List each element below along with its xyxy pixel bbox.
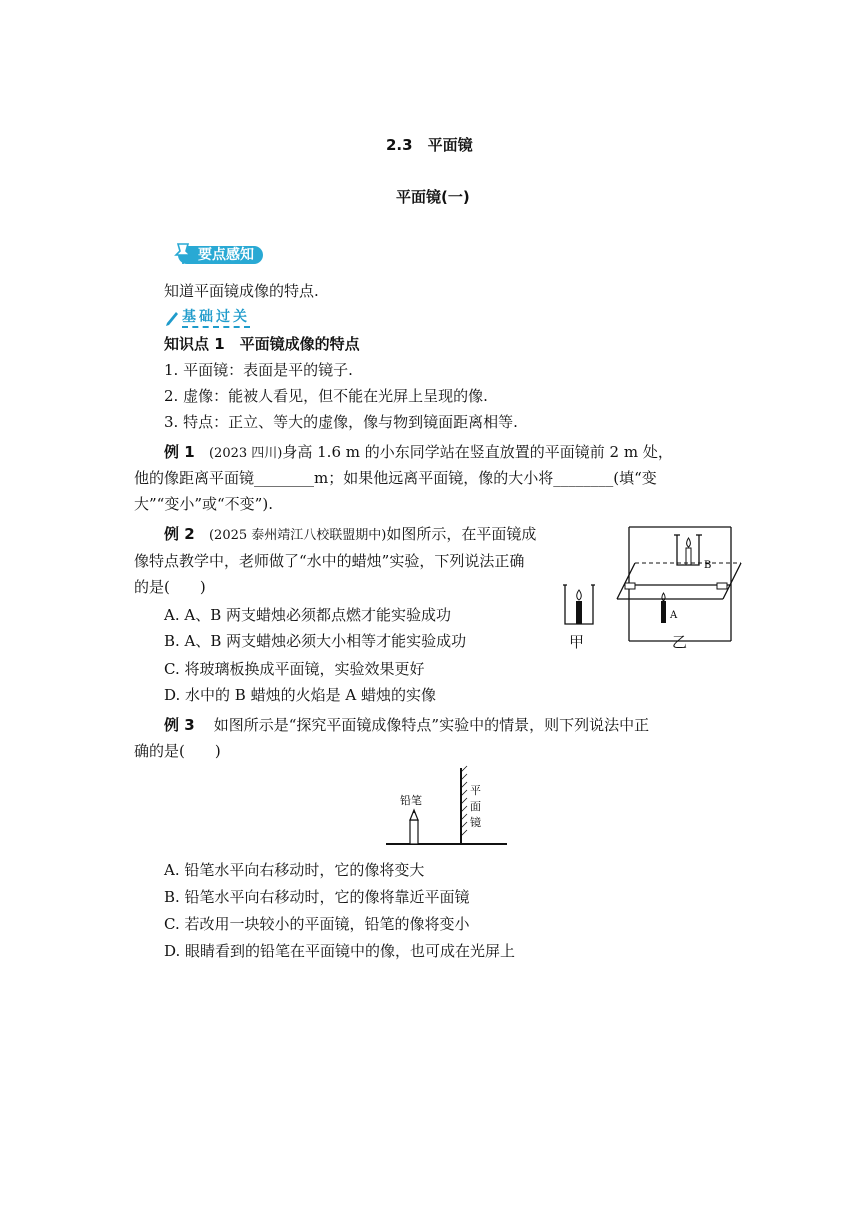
- beaker-jia: [563, 585, 595, 624]
- example2-line1: [164, 521, 536, 549]
- example2-label: 例 2: [164, 525, 195, 543]
- figure-label-yi: 乙: [672, 633, 688, 651]
- intro-text: 知道平面镜成像的特点.: [164, 282, 319, 300]
- label-b: B: [704, 560, 712, 571]
- basics-label: 基础过关: [182, 309, 250, 328]
- pushpin-icon: [172, 242, 194, 266]
- example2-line2: 像特点教学中，老师做了“水中的蜡烛”实验，下列说法正确: [134, 552, 525, 570]
- example1-label: 例 1: [164, 443, 195, 461]
- example3-label: 例 3: [164, 716, 195, 734]
- section-title: 2.3 平面镜: [386, 136, 473, 154]
- mirror-label-char: 面: [470, 800, 481, 813]
- key-points-badge: [172, 244, 263, 264]
- example1-text: 身高 1.6 m 的小东同学站在竖直放置的平面镜前 2 m 处，: [282, 443, 673, 461]
- example2-option: B. A、B 两支蜡烛必须大小相等才能实验成功: [164, 632, 467, 650]
- example2-option: D. 水中的 B 蜡烛的火焰是 A 蜡烛的实像: [164, 686, 436, 704]
- example2-option: C. 将玻璃板换成平面镜，实验效果更好: [164, 660, 425, 678]
- beaker-b: [674, 535, 702, 565]
- example2-line3: 的是( ): [134, 578, 206, 596]
- example1-line2: 他的像距离平面镜________m；如果他远离平面镜，像的大小将________(填“变: [134, 469, 657, 487]
- page-subtitle: 平面镜(一): [396, 188, 470, 206]
- example3-line2: 确的是( ): [134, 742, 221, 760]
- example3-text: 如图所示是“探究平面镜成像特点”实验中的情景，则下列说法中正: [213, 716, 650, 734]
- example3-line1: [164, 712, 649, 738]
- pencil-mirror-diagram: [383, 764, 509, 848]
- example1-line3: 大”“变小”或“不变”).: [134, 495, 273, 513]
- candle-a: [661, 593, 666, 623]
- candle-figure: [555, 523, 745, 653]
- knowledge-item: 2. 虚像：能被人看见，但不能在光屏上呈现的像.: [164, 387, 488, 405]
- pencil-mirror-figure: [383, 764, 509, 848]
- basics-badge: [164, 306, 250, 326]
- example3-option: B. 铅笔水平向右移动时，它的像将靠近平面镜: [164, 888, 470, 906]
- example1-source: (2023 四川): [208, 446, 283, 461]
- figure-label-jia: 甲: [569, 633, 585, 651]
- mirror-label-char: 平: [470, 784, 481, 797]
- knowledge-item: 3. 特点：正立、等大的虚像，像与物到镜面距离相等.: [164, 413, 518, 431]
- example3-option: A. 铅笔水平向右移动时，它的像将变大: [164, 861, 425, 879]
- mirror-label-char: 镜: [470, 816, 481, 829]
- pencil-drawing: [410, 810, 418, 844]
- pencil-label: 铅笔: [400, 794, 422, 807]
- knowledge-heading: 知识点 1 平面镜成像的特点: [164, 335, 360, 353]
- example2-text: 如图所示，在平面镜成: [386, 525, 537, 543]
- example3-option: D. 眼睛看到的铅笔在平面镜中的像，也可成在光屏上: [164, 942, 516, 960]
- key-points-label: 要点感知: [178, 246, 263, 264]
- label-a: A: [670, 610, 678, 621]
- example1-line1: [164, 439, 673, 467]
- example2-option: A. A、B 两支蜡烛必须都点燃才能实验成功: [164, 606, 451, 624]
- knowledge-item: 1. 平面镜：表面是平的镜子.: [164, 361, 353, 379]
- glass-plate: [617, 527, 741, 641]
- example3-option: C. 若改用一块较小的平面镜，铅笔的像将变小: [164, 915, 470, 933]
- example2-source: (2025 泰州靖江八校联盟期中): [208, 528, 387, 543]
- pencil-icon: [164, 308, 180, 326]
